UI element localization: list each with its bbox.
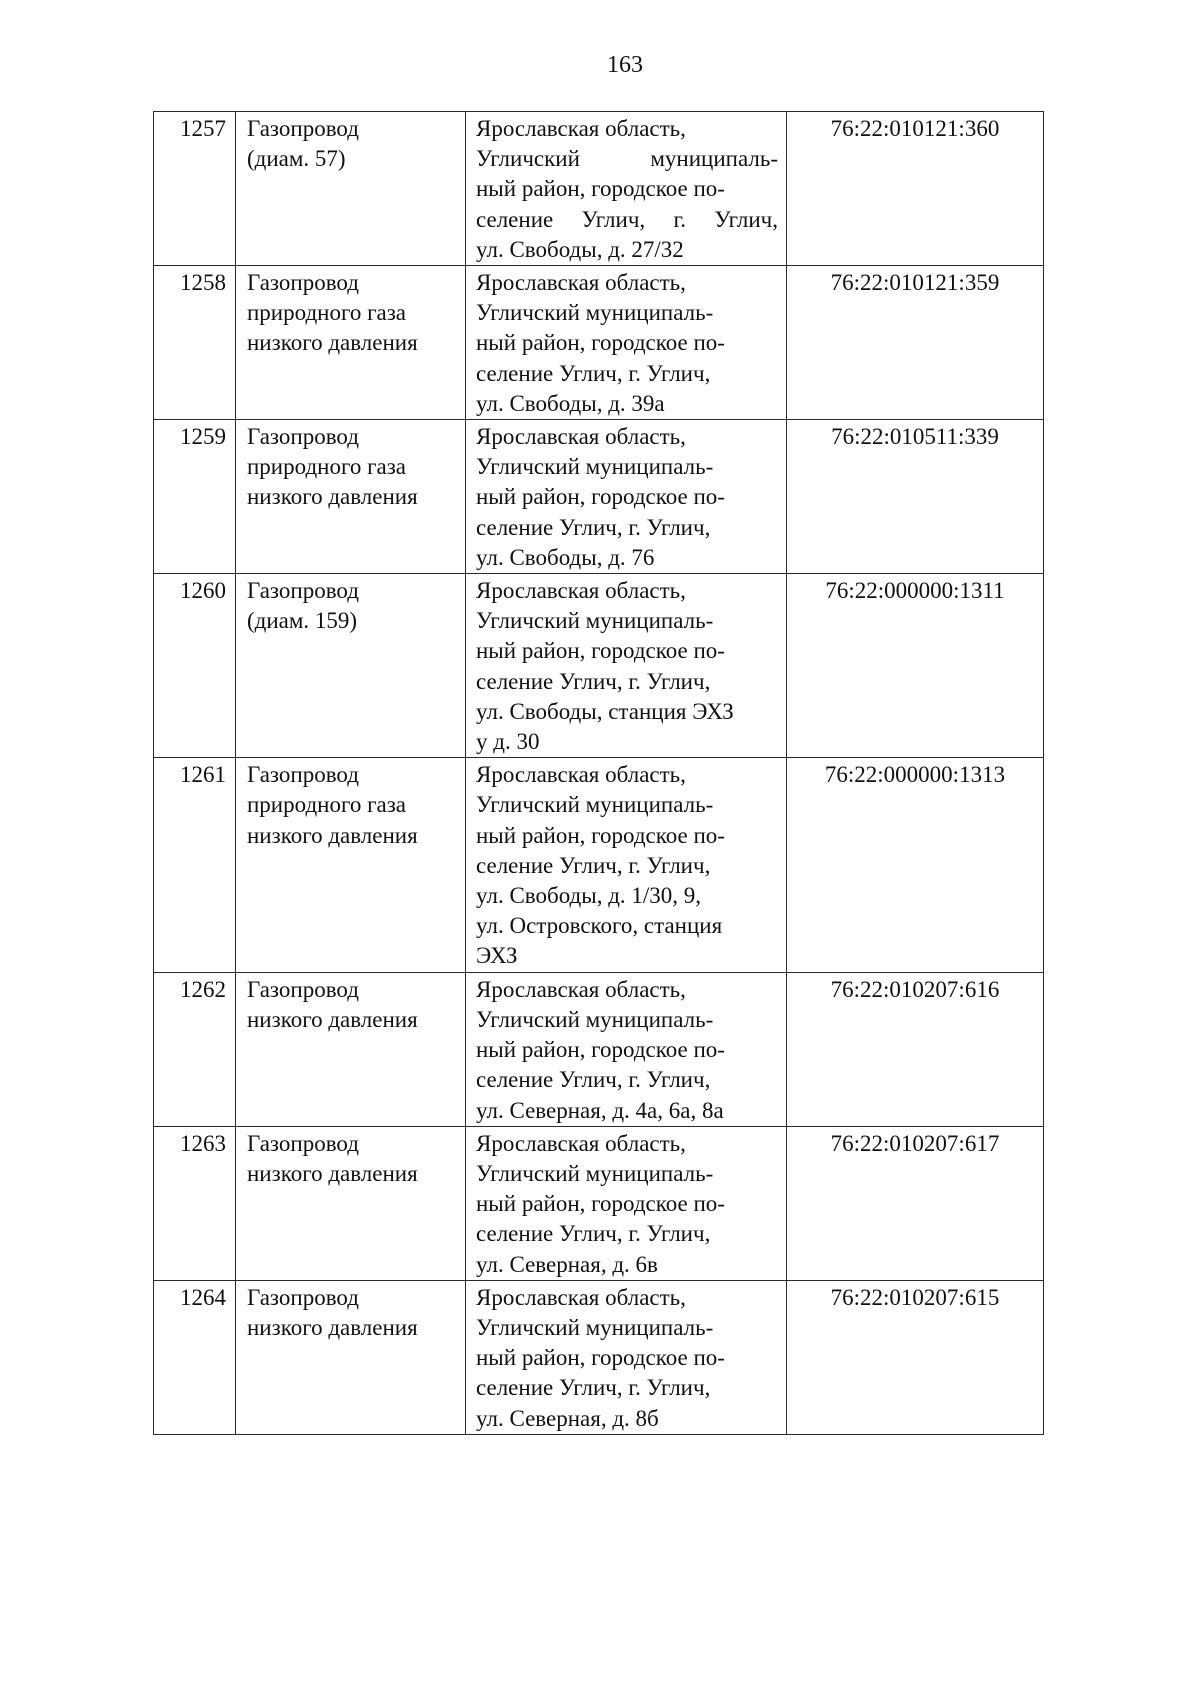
address-line: селение Углич, г. Углич, [476, 668, 711, 694]
address-line: Угличский муниципаль- [476, 792, 714, 818]
object-name-cell [236, 972, 466, 1126]
object-name-cell [236, 420, 466, 574]
address-line: Угличский муниципаль- [476, 454, 714, 480]
address-line: Угличский муниципаль- [476, 300, 714, 326]
address-cell [466, 112, 787, 266]
address-cell [466, 758, 787, 972]
address-cell [466, 972, 787, 1126]
table-row [154, 972, 1044, 1126]
address-line: Ярославская область, [476, 976, 686, 1002]
address-line: ул. Свободы, станция ЭХЗ [476, 698, 734, 724]
address-line: селение Углич, г. Углич, [476, 206, 778, 232]
object-name-line: природного газа [247, 792, 407, 818]
object-name-cell [236, 574, 466, 758]
table-row [154, 758, 1044, 972]
object-name-line: низкого давления [247, 330, 418, 356]
address-line: ул. Северная, д. 4а, 6а, 8а [476, 1097, 724, 1123]
object-name-line: природного газа [247, 300, 407, 326]
address-line: Ярославская область, [476, 424, 686, 450]
row-number-cell: 1261 [154, 758, 236, 972]
address-line: ный район, городское по- [476, 638, 725, 664]
address-line: селение Углич, г. Углич, [476, 1221, 711, 1247]
address-line: Ярославская область, [476, 762, 686, 788]
address-line: Ярославская область, [476, 578, 686, 604]
address-line: Ярославская область, [476, 1130, 686, 1156]
address-line: Угличский муниципаль- [476, 1314, 714, 1340]
object-name-line: низкого давления [247, 484, 418, 510]
object-name-cell [236, 112, 466, 266]
address-line: ный район, городское по- [476, 1345, 725, 1371]
address-line: ул. Свободы, д. 39а [476, 390, 665, 416]
address-cell [466, 266, 787, 420]
object-name-line: низкого давления [247, 1006, 418, 1032]
row-number-cell: 1257 [154, 112, 236, 266]
row-number-cell: 1263 [154, 1126, 236, 1280]
address-line: Ярославская область, [476, 270, 686, 296]
cadastral-number-cell: 76:22:010207:617 [787, 1126, 1044, 1280]
object-name-line: Газопровод [247, 976, 359, 1002]
cadastral-number-cell: 76:22:000000:1313 [787, 758, 1044, 972]
address-line: ный район, городское по- [476, 822, 725, 848]
address-line: у д. 30 [476, 729, 540, 755]
address-line: Ярославская область, [476, 1284, 686, 1310]
cadastral-number-cell: 76:22:010121:360 [787, 112, 1044, 266]
object-name-line: природного газа [247, 454, 407, 480]
cadastral-number-cell: 76:22:010511:339 [787, 420, 1044, 574]
object-name-line: (диам. 57) [247, 146, 346, 172]
address-line: Угличский муниципаль- [476, 1006, 714, 1032]
page-number: 163 [607, 52, 643, 78]
cadastral-number-cell: 76:22:010121:359 [787, 266, 1044, 420]
address-line: ный район, городское по- [476, 1037, 725, 1063]
table-row [154, 574, 1044, 758]
object-name-line: низкого давления [247, 1314, 418, 1340]
address-line: селение Углич, г. Углич, [476, 514, 711, 540]
address-cell [466, 574, 787, 758]
address-line: Угличский муниципаль- [476, 608, 714, 634]
registry-table-body [154, 112, 1044, 1435]
address-line: ул. Северная, д. 6в [476, 1251, 658, 1277]
object-name-cell [236, 266, 466, 420]
cadastral-number-cell: 76:22:010207:616 [787, 972, 1044, 1126]
object-name-line: низкого давления [247, 1160, 418, 1186]
registry-table [153, 111, 1044, 1435]
object-name-cell [236, 1126, 466, 1280]
address-cell [466, 1280, 787, 1434]
address-line: ул. Свободы, д. 76 [476, 544, 655, 570]
address-line: ный район, городское по- [476, 1191, 725, 1217]
row-number-cell: 1260 [154, 574, 236, 758]
object-name-line: Газопровод [247, 578, 359, 604]
object-name-line: Газопровод [247, 762, 359, 788]
address-line: селение Углич, г. Углич, [476, 1375, 711, 1401]
address-line: ул. Свободы, д. 1/30, 9, [476, 883, 702, 909]
address-line: ный район, городское по- [476, 484, 725, 510]
address-line: Угличский муниципаль- [476, 146, 778, 172]
address-line: ный район, городское по- [476, 176, 725, 202]
object-name-line: Газопровод [247, 424, 359, 450]
object-name-line: низкого давления [247, 822, 418, 848]
object-name-line: Газопровод [247, 270, 359, 296]
table-row [154, 420, 1044, 574]
cadastral-number-cell: 76:22:000000:1311 [787, 574, 1044, 758]
address-cell [466, 1126, 787, 1280]
table-row [154, 112, 1044, 266]
table-row [154, 266, 1044, 420]
address-line: ул. Свободы, д. 27/32 [476, 236, 684, 262]
address-line: селение Углич, г. Углич, [476, 1067, 711, 1093]
address-line: ул. Северная, д. 8б [476, 1405, 659, 1431]
object-name-cell [236, 758, 466, 972]
address-line: Ярославская область, [476, 116, 686, 141]
address-line: Угличский муниципаль- [476, 1160, 714, 1186]
cadastral-number-cell: 76:22:010207:615 [787, 1280, 1044, 1434]
row-number-cell: 1259 [154, 420, 236, 574]
address-line: селение Углич, г. Углич, [476, 360, 711, 386]
address-line: ЭХЗ [476, 943, 518, 969]
address-line: ный район, городское по- [476, 330, 725, 356]
object-name-line: Газопровод [247, 1284, 359, 1310]
address-line: ул. Островского, станция [476, 913, 723, 939]
address-cell [466, 420, 787, 574]
object-name-line: Газопровод [247, 1130, 359, 1156]
object-name-line: (диам. 159) [247, 608, 358, 634]
table-row [154, 1280, 1044, 1434]
object-name-line: Газопровод [247, 116, 359, 141]
row-number-cell: 1258 [154, 266, 236, 420]
row-number-cell: 1262 [154, 972, 236, 1126]
object-name-cell [236, 1280, 466, 1434]
table-row [154, 1126, 1044, 1280]
row-number-cell: 1264 [154, 1280, 236, 1434]
address-line: селение Углич, г. Углич, [476, 852, 711, 878]
